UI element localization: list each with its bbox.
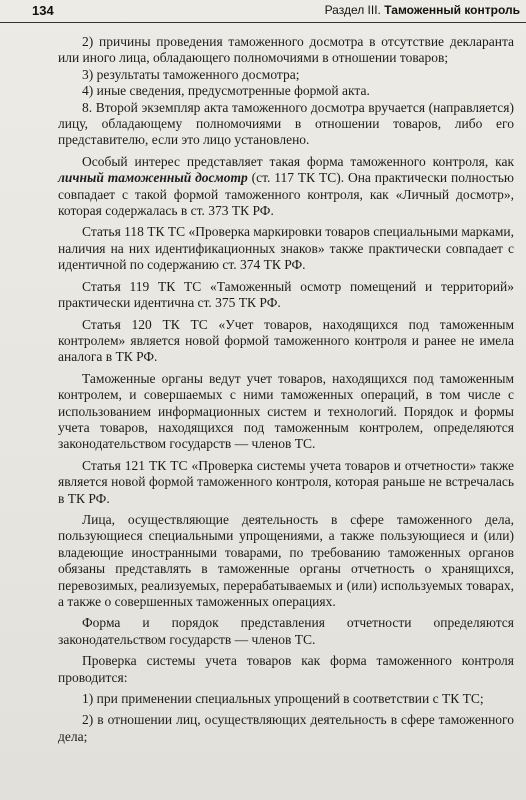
paragraph-text: (ст. 117 ТК ТС). Она практически полностью совпадает с такой формой таможенного контроля, как «Личный досмотр», которая содержалась в ст. 373 ТК РФ. <box>58 170 514 219</box>
paragraph-item-2: 2) причины проведения таможенного досмотра в отсутствие декларанта или иного лица, обладающего полномочиями в отношении товаров; <box>58 34 514 66</box>
paragraph-reporting-duty: Лица, осуществляющие деятельность в сфере таможенного дела, пользующиеся специальными упрощениями, а также пользующиеся и (или) владеющие иностранными товарами, по требованию таможенных органов обязаны представлять в таможенные органы отчетность о хранящихся, перевозимых, реализуемых, перерабатываемых и (или) используемых товарах, а также о совершенных таможенных операциях. <box>58 511 514 609</box>
page-number: 134 <box>32 3 54 18</box>
paragraph-audit-intro: Проверка системы учета товаров как форма таможенного контроля проводится: <box>58 653 514 685</box>
running-head <box>325 3 520 17</box>
paragraph-article-120: Статья 120 ТК ТС «Учет товаров, находящихся под таможенным контролем» является новой формой таможенного контроля и ранее не имела аналога в ТК РФ. <box>58 316 514 365</box>
paragraph-article-119: Статья 119 ТК ТС «Таможенный осмотр помещений и территорий» практически идентична ст. 375 ТК РФ. <box>58 278 514 311</box>
paragraph-item-3: 3) результаты таможенного досмотра; <box>82 66 300 82</box>
paragraph-list-item-2: 2) в отношении лиц, осуществляющих деятельность в сфере таможенного дела; <box>58 712 514 744</box>
page-body <box>58 34 514 745</box>
paragraph-list-item-1: 1) при применении специальных упрощений в соответствии с ТК ТС; <box>82 691 484 707</box>
paragraph-article-118: Статья 118 ТК ТС «Проверка маркировки товаров специальными марками, наличия на них идентификационных знаков» также практически совпадает с идентичной по содержанию ст. 374 ТК РФ. <box>58 224 515 273</box>
section-label: Раздел III. <box>324 3 381 17</box>
paragraph-article-121: Статья 121 ТК ТС «Проверка системы учета товаров и отчетности» также является новой формой таможенного контроля, которая раньше не встречалась в ТК РФ. <box>58 457 514 506</box>
paragraph-accounting: Таможенные органы ведут учет товаров, находящихся под таможенным контролем, и совершаемых с ними таможенных операций, в том числе с использованием информационных систем и технологий. Порядок и формы учета товаров, находящихся под таможенным контролем, определяются законодательством государств — членов ТС. <box>58 370 514 452</box>
paragraph-reporting-form: Форма и порядок представления отчетности определяются законодательством государств — членов ТС. <box>58 615 514 647</box>
paragraph-personal-search <box>58 154 514 220</box>
paragraph-item-4: 4) иные сведения, предусмотренные формой акта. <box>82 83 370 99</box>
paragraph-text: Особый интерес представляет такая форма таможенного контроля, как <box>82 153 514 169</box>
page-header <box>0 0 526 23</box>
paragraph-point-8: 8. Второй экземпляр акта таможенного досмотра вручается (направляется) лицу, обладающему полномочиями в отношении товаров, либо его представителю, если это лицо установлено. <box>58 99 514 148</box>
highlighted-term: личный таможенный досмотр <box>58 170 248 186</box>
chapter-title: Таможенный контроль <box>384 3 520 17</box>
